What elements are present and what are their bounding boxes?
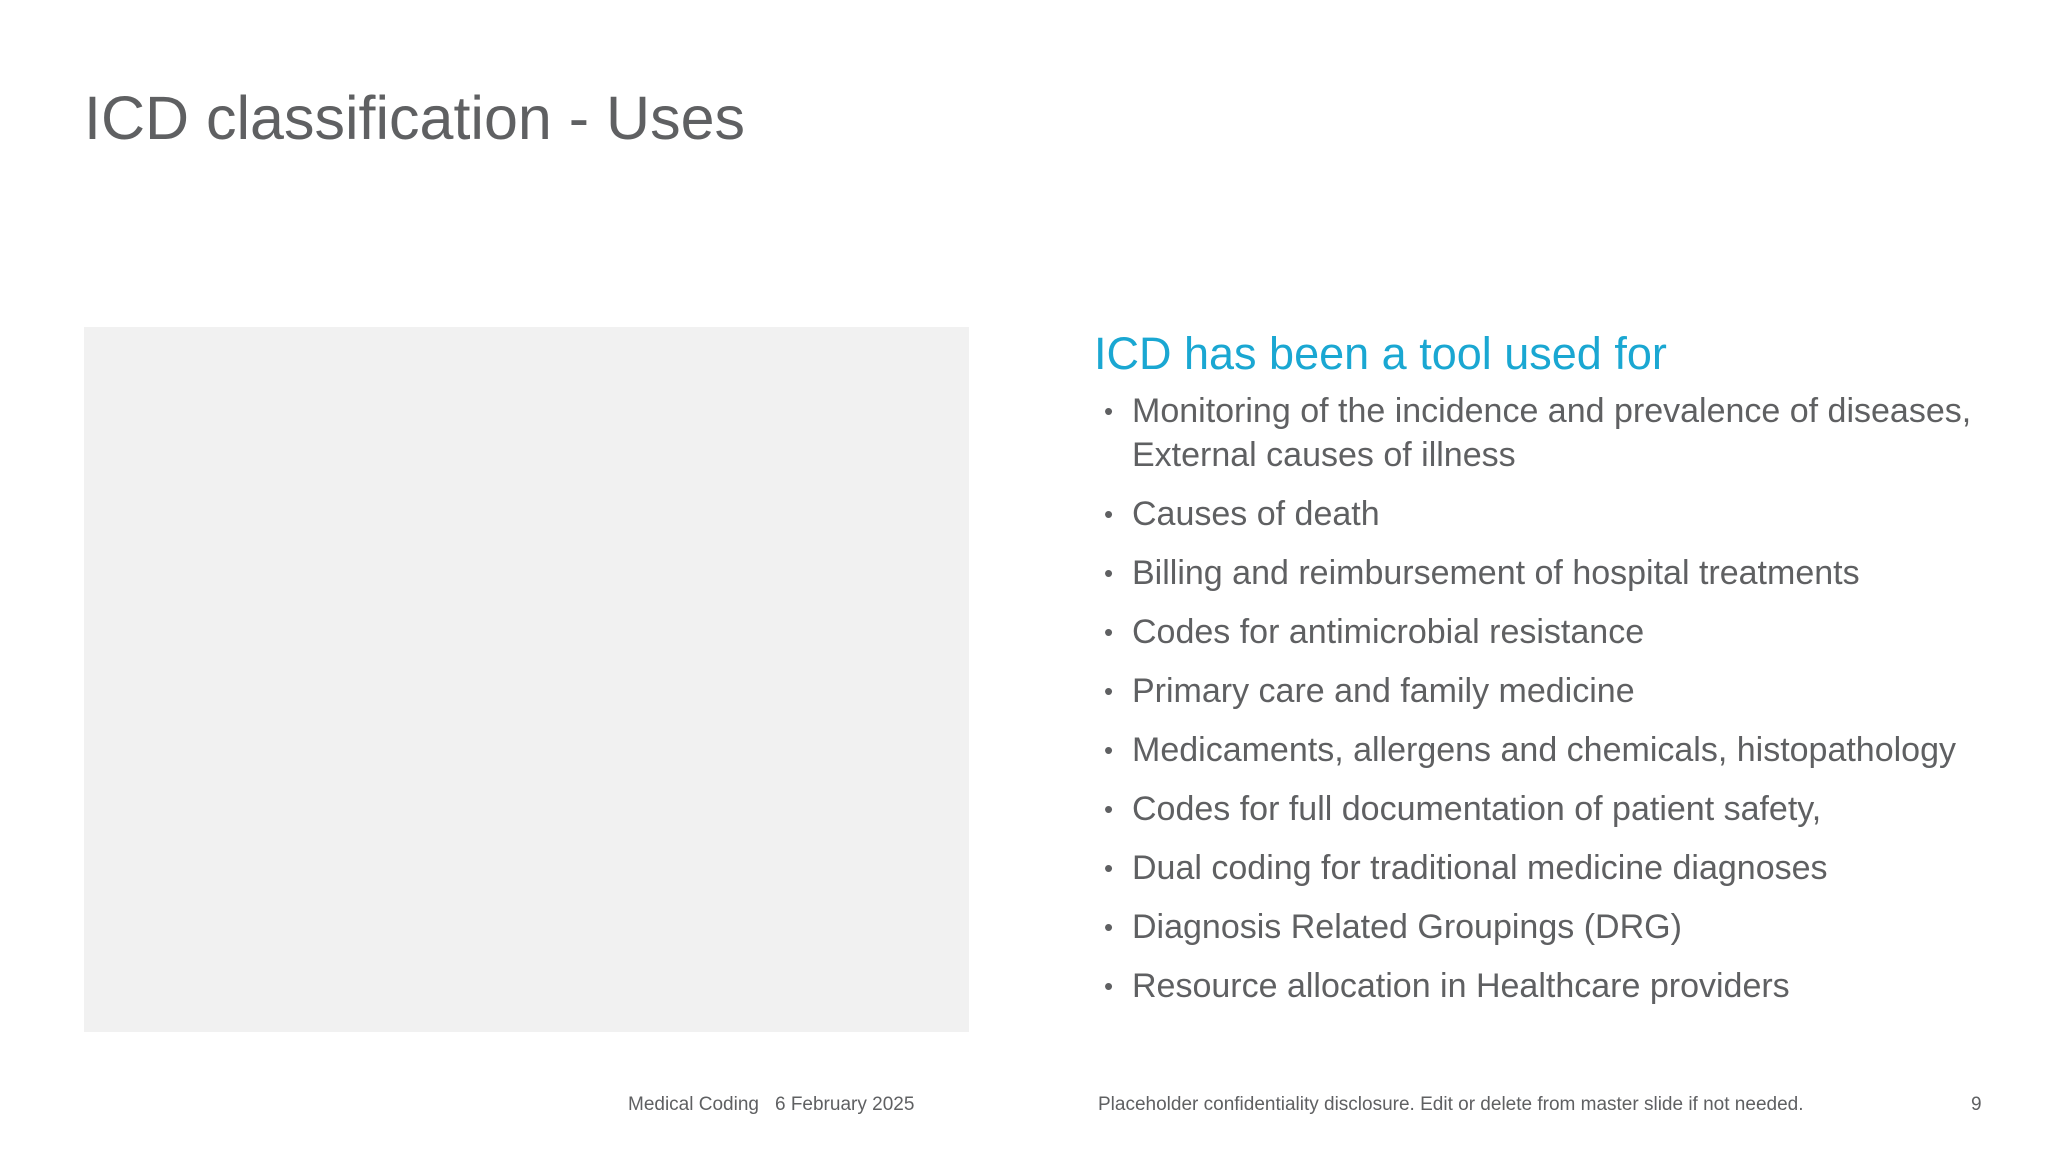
- bullet-list: [1094, 389, 1974, 1008]
- bullet-text: Monitoring of the incidence and prevalence of diseases, External causes of illness: [1132, 392, 1972, 474]
- page-number: 9: [1971, 1094, 1982, 1115]
- bullet-icon: •: [1104, 617, 1114, 647]
- content-heading: ICD has been a tool used for: [1094, 328, 1667, 379]
- bullet-item: [1094, 905, 1974, 949]
- bullet-icon: •: [1104, 971, 1114, 1001]
- image-placeholder: [84, 327, 969, 1032]
- bullet-icon: •: [1104, 396, 1114, 426]
- bullet-item: [1094, 846, 1974, 890]
- bullet-item: [1094, 551, 1974, 595]
- bullet-text: Diagnosis Related Groupings (DRG): [1132, 908, 1682, 946]
- bullet-item: [1094, 787, 1974, 831]
- bullet-item: [1094, 728, 1974, 772]
- bullet-item: [1094, 669, 1974, 713]
- bullet-item: [1094, 610, 1974, 654]
- bullet-icon: •: [1104, 676, 1114, 706]
- footer-date: 6 February 2025: [774, 1094, 915, 1115]
- bullet-item: [1094, 964, 1974, 1008]
- footer-disclosure: Placeholder confidentiality disclosure. Edit or delete from master slide if not needed.: [1098, 1094, 1804, 1115]
- content-area: [1094, 327, 1974, 1023]
- bullet-text: Billing and reimbursement of hospital treatments: [1132, 554, 1860, 592]
- bullet-text: Codes for full documentation of patient safety,: [1132, 790, 1822, 828]
- bullet-text: Codes for antimicrobial resistance: [1132, 613, 1645, 651]
- bullet-icon: •: [1104, 853, 1114, 883]
- bullet-icon: •: [1104, 735, 1114, 765]
- bullet-item: [1094, 389, 1974, 477]
- footer-presentation-info: [628, 1094, 914, 1116]
- bullet-item: [1094, 492, 1974, 536]
- bullet-text: Resource allocation in Healthcare providers: [1132, 967, 1790, 1005]
- bullet-text: Causes of death: [1132, 495, 1380, 533]
- bullet-text: Dual coding for traditional medicine diagnoses: [1132, 849, 1828, 887]
- bullet-icon: •: [1104, 558, 1114, 588]
- slide-title: ICD classification - Uses: [84, 84, 745, 152]
- footer-presentation-name: Medical Coding: [628, 1094, 759, 1115]
- bullet-icon: •: [1104, 794, 1114, 824]
- bullet-icon: •: [1104, 912, 1114, 942]
- bullet-text: Primary care and family medicine: [1132, 672, 1635, 710]
- bullet-text: Medicaments, allergens and chemicals, histopathology: [1132, 731, 1957, 769]
- bullet-icon: •: [1104, 499, 1114, 529]
